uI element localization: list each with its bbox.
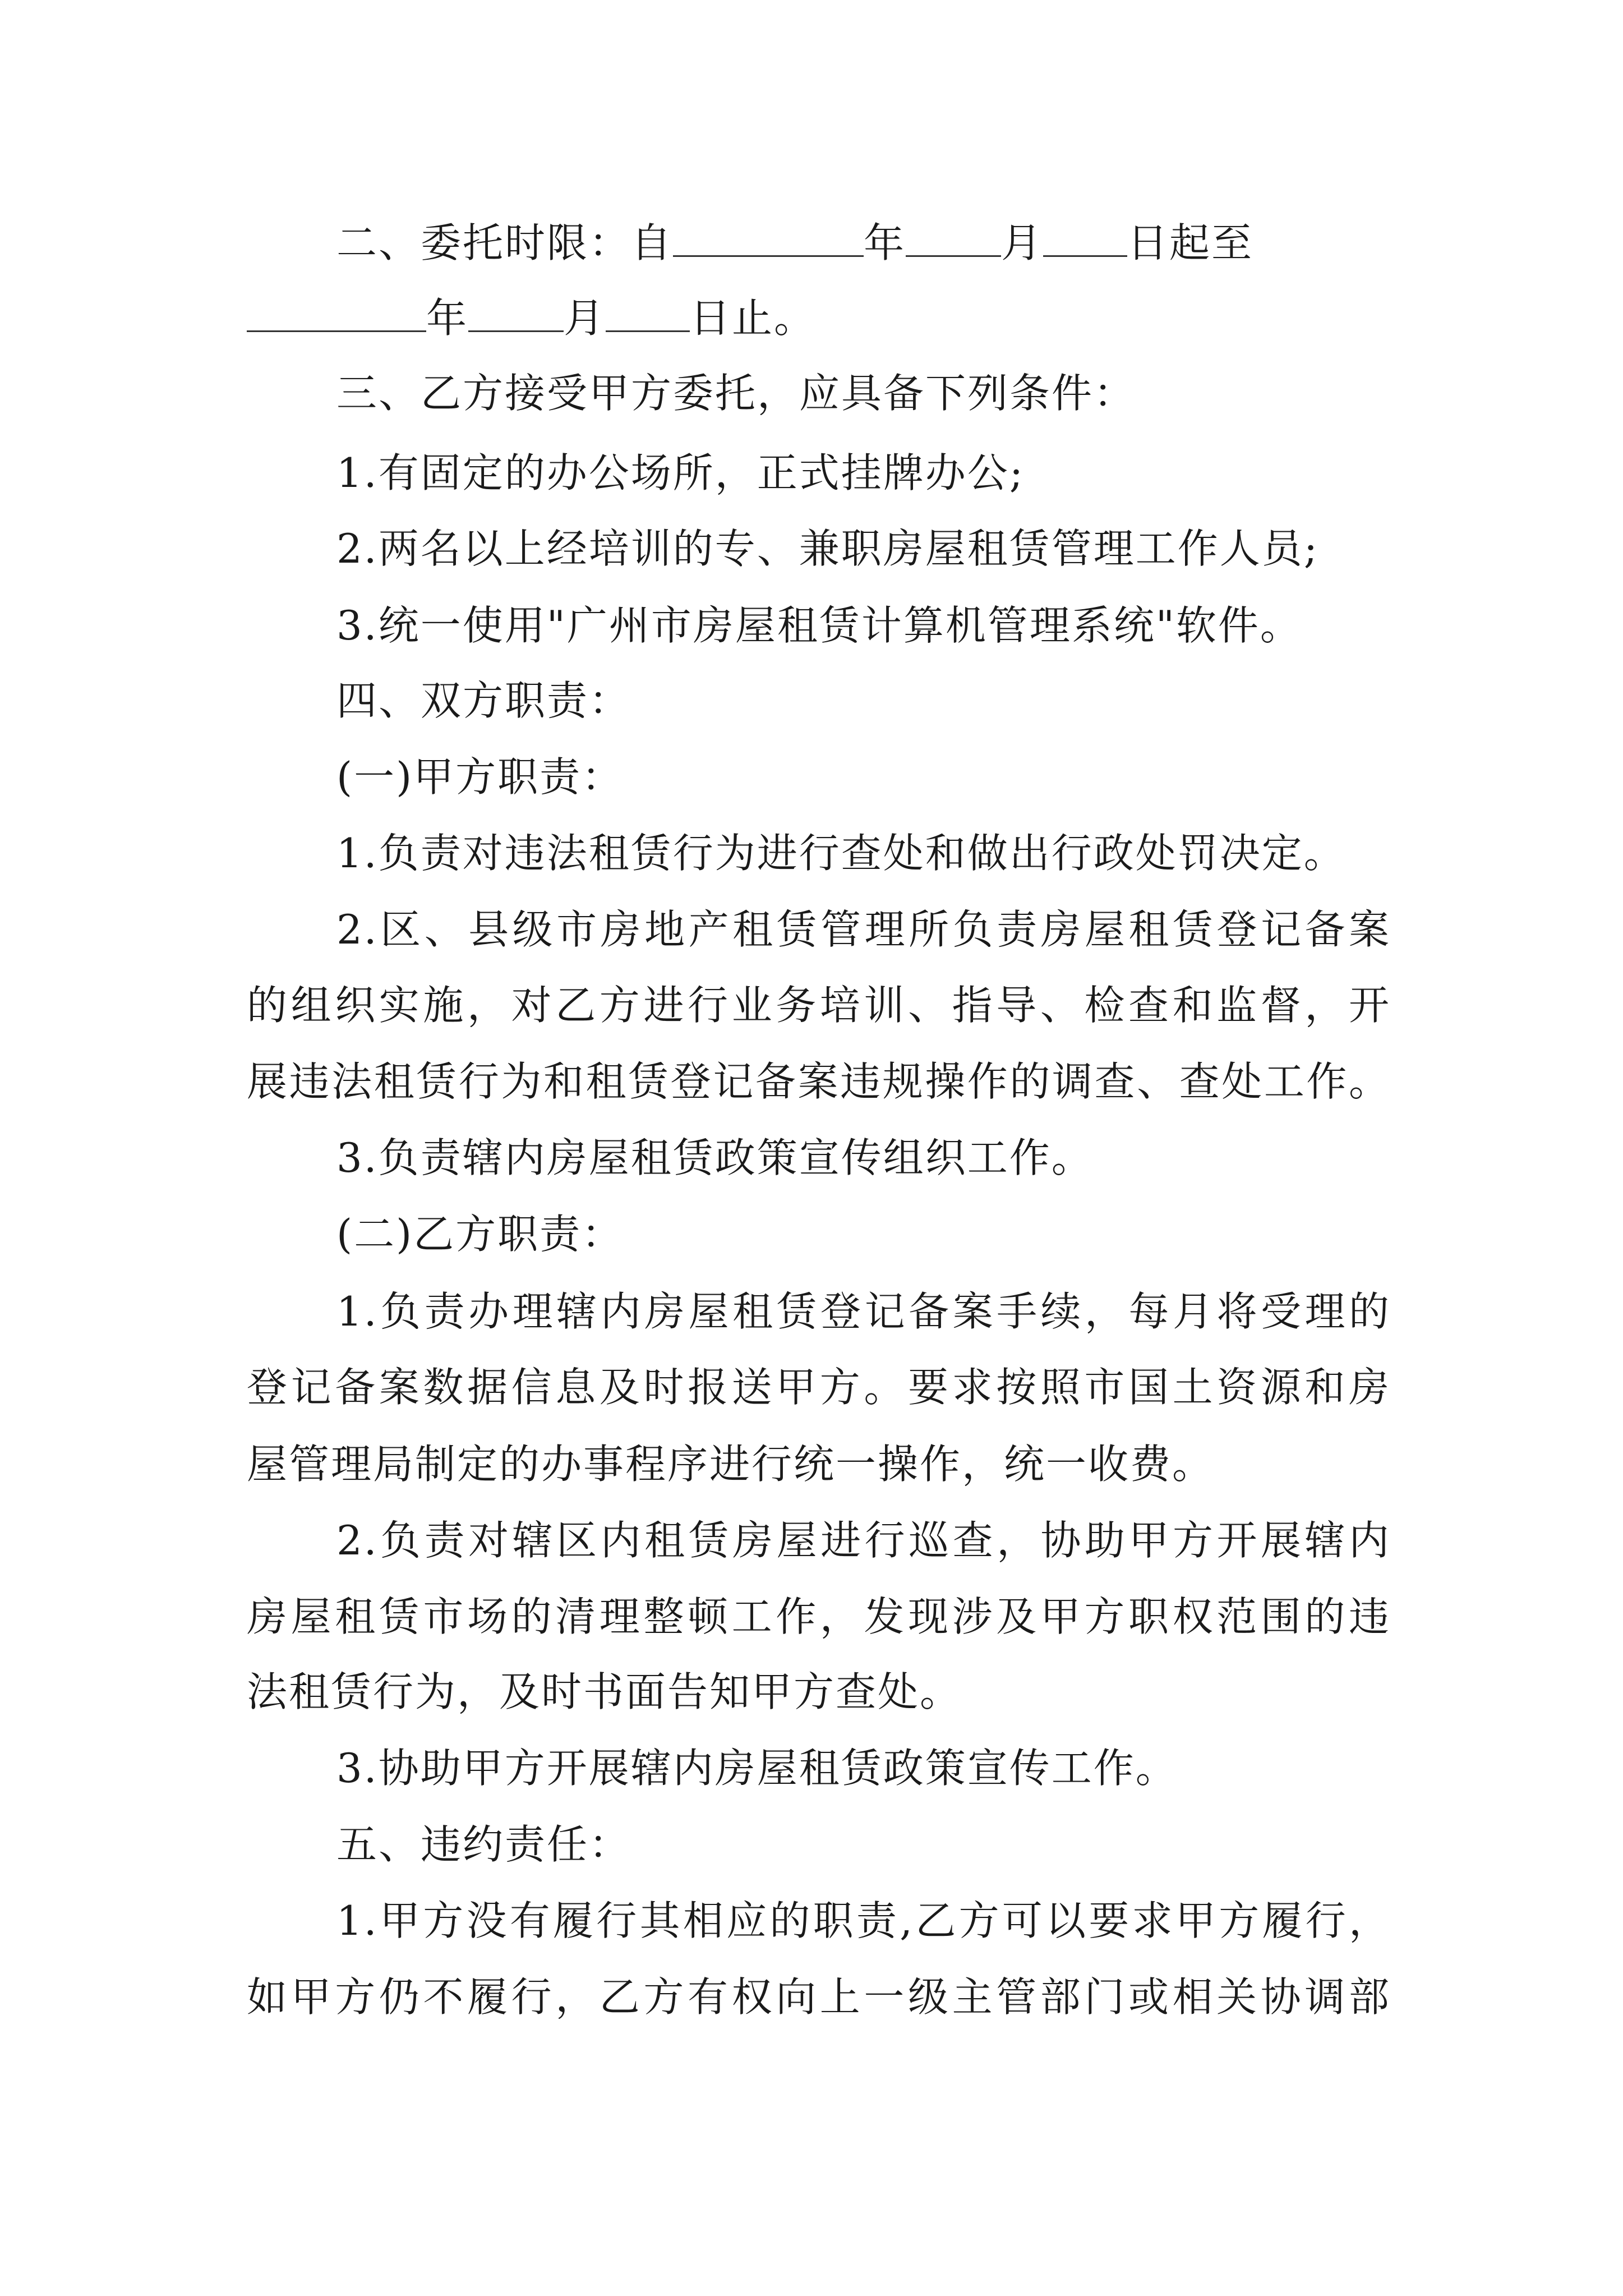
start-day-blank <box>1043 218 1127 257</box>
end-month-blank <box>468 293 564 332</box>
party-a-duty-2-line-1: 2.区、县级市房地产租赁管理所负责房屋租赁登记备案 <box>336 906 1391 953</box>
month-label: 月 <box>1001 219 1044 266</box>
party-b-duty-1-line-3: 屋管理局制定的办事程序进行统一操作，统一收费。 <box>247 1441 1215 1488</box>
clause-2-term-line <box>336 215 1391 271</box>
party-a-duty-1: 1.负责对违法租赁行为进行查处和做出行政处罚决定。 <box>336 830 1346 877</box>
party-b-duty-2-line-1: 2.负责对辖区内租赁房屋进行巡查，协助甲方开展辖内 <box>336 1517 1391 1564</box>
party-b-duty-2-line-2: 房屋租赁市场的清理整顿工作，发现涉及甲方职权范围的违 <box>247 1593 1391 1640</box>
party-a-duty-2-line-2: 的组织实施，对乙方进行业务培训、指导、检查和监督，开 <box>247 982 1391 1029</box>
year-label: 年 <box>864 219 906 266</box>
condition-2: 2.两名以上经培训的专、兼职房屋租赁管理工作人员; <box>336 525 1319 572</box>
party-b-duty-1-line-1: 1.负责办理辖内房屋租赁登记备案手续，每月将受理的 <box>336 1288 1391 1335</box>
start-month-blank <box>906 218 1001 257</box>
end-month-label: 月 <box>564 295 606 342</box>
party-b-duty-2-line-3: 法租赁行为，及时书面告知甲方查处。 <box>247 1668 962 1715</box>
clause-2-end-line <box>247 290 1391 346</box>
party-b-duty-1-line-2: 登记备案数据信息及时报送甲方。要求按照市国土资源和房 <box>247 1364 1391 1411</box>
end-year-label: 年 <box>426 295 469 342</box>
party-a-duty-3: 3.负责辖内房屋租赁政策宣传组织工作。 <box>336 1134 1094 1181</box>
party-b-heading: (二)乙方职责： <box>336 1211 624 1258</box>
clause-5-heading: 五、违约责任： <box>336 1821 631 1868</box>
party-a-heading: (一)甲方职责： <box>336 753 624 800</box>
party-b-duty-3: 3.协助甲方开展辖内房屋租赁政策宣传工作。 <box>336 1745 1178 1792</box>
end-year-blank <box>247 293 426 332</box>
condition-1: 1.有固定的办公场所，正式挂牌办公; <box>336 449 1025 496</box>
condition-3: 3.统一使用"广州市房屋租赁计算机管理系统"软件。 <box>336 602 1302 649</box>
end-day-label: 日止。 <box>690 295 817 342</box>
breach-1-line-2: 如甲方仍不履行，乙方有权向上一级主管部门或相关协调部 <box>247 1973 1391 2021</box>
clause-3-heading: 三、乙方接受甲方委托，应具备下列条件： <box>336 370 1136 417</box>
breach-1-line-1: 1.甲方没有履行其相应的职责,乙方可以要求甲方履行， <box>336 1897 1391 1944</box>
term-label: 二、委托时限：自 <box>336 219 674 266</box>
party-a-duty-2-line-3: 展违法租赁行为和租赁登记备案违规操作的调查、查处工作。 <box>247 1058 1391 1105</box>
day-start-label: 日起至 <box>1127 219 1254 266</box>
end-day-blank <box>606 293 690 332</box>
start-year-blank <box>673 218 864 257</box>
clause-4-heading: 四、双方职责： <box>336 677 631 724</box>
